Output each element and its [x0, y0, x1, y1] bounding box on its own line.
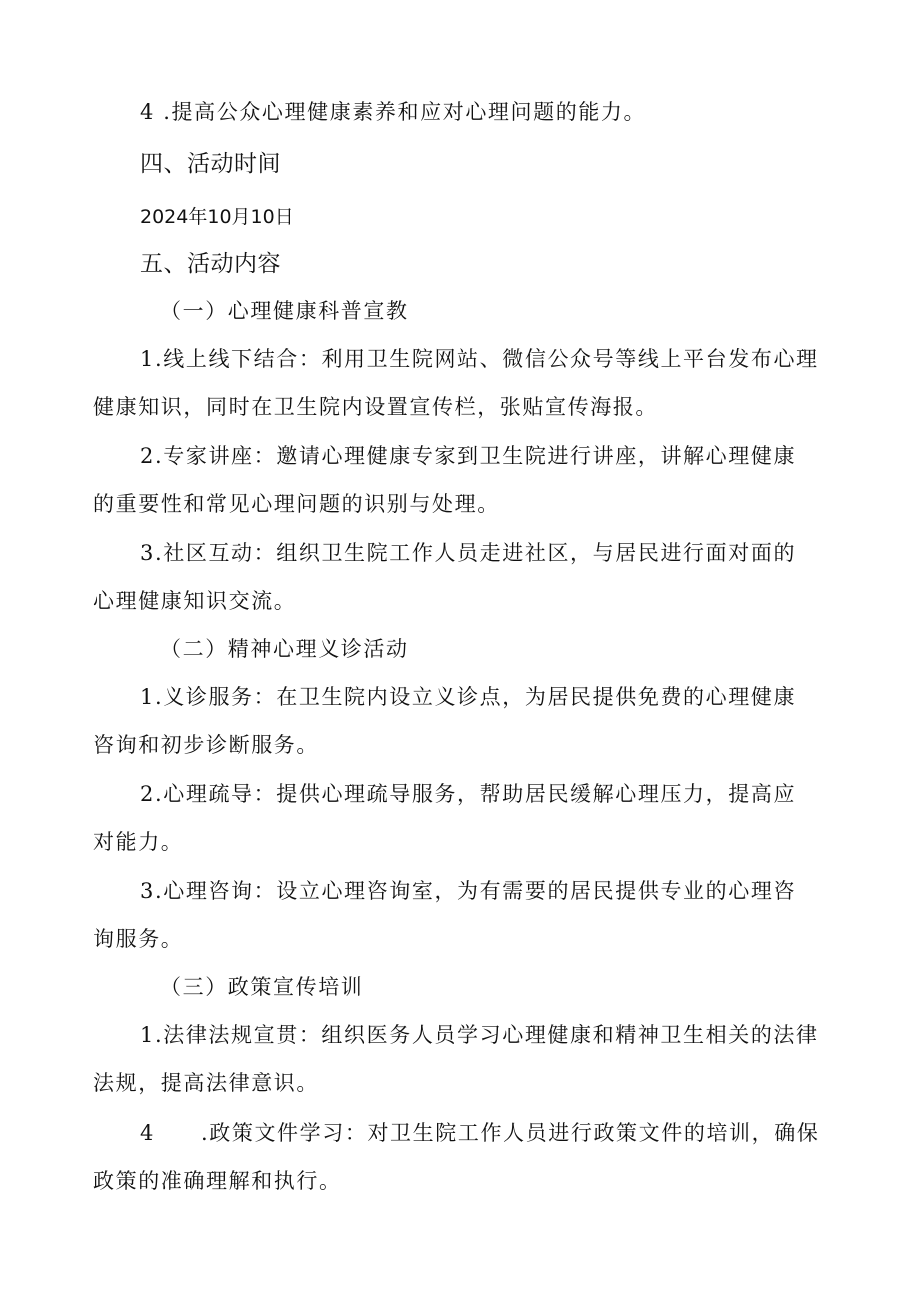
- subsection-title-2: （二）精神心理义诊活动: [160, 637, 409, 661]
- item-text: .心理疏导：提供心理疏导服务，帮助居民缓解心理压力，提高应: [154, 782, 797, 806]
- section-heading-content: 五、活动内容: [140, 251, 281, 277]
- item-text: .提高公众心理健康素养和应对心理问题的能力。: [163, 100, 647, 124]
- paragraph-line-continued: 的重要性和常见心理问题的识别与处理。: [93, 492, 500, 516]
- paragraph-line: [140, 780, 796, 808]
- item-number: 2: [140, 444, 155, 468]
- paragraph-line: [140, 442, 796, 470]
- paragraph-line-continued: 咨询和初步诊断服务。: [93, 733, 319, 757]
- item-text: .线上线下结合：利用卫生院网站、微信公众号等线上平台发布心理: [154, 347, 819, 371]
- subsection-title-3: （三）政策宣传培训: [160, 975, 364, 999]
- section-heading-time: 四、活动时间: [140, 151, 281, 177]
- item-text: .义诊服务：在卫生院内设立义诊点，为居民提供免费的心理健康: [154, 685, 797, 709]
- item-number: 2: [140, 782, 155, 806]
- goal-item-4: [140, 98, 646, 126]
- item-text: .心理咨询：设立心理咨询室，为有需要的居民提供专业的心理咨: [154, 879, 797, 903]
- paragraph-line: [140, 877, 796, 905]
- item-number: 4: [140, 1121, 155, 1145]
- paragraph-line: [140, 1119, 819, 1147]
- item-number: 1: [140, 685, 155, 709]
- item-number: 4: [140, 100, 155, 124]
- paragraph-line-continued: 询服务。: [93, 927, 184, 951]
- subsection-title-1: （一）心理健康科普宣教: [160, 299, 409, 323]
- item-text: .社区互动：组织卫生院工作人员走进社区，与居民进行面对面的: [154, 541, 797, 565]
- paragraph-line: [140, 683, 796, 711]
- activity-date: 2024年10月10日: [140, 206, 294, 228]
- paragraph-line: [140, 345, 819, 373]
- paragraph-line: 1.法律法规宣贯：组织医务人员学习心理健康和精神卫生相关的法律: [140, 1023, 819, 1047]
- item-number: 3: [140, 541, 155, 565]
- paragraph-line: [140, 539, 796, 567]
- paragraph-line-continued: 对能力。: [93, 830, 184, 854]
- item-number: 3: [140, 879, 155, 903]
- paragraph-line-continued: 心理健康知识交流。: [93, 589, 297, 613]
- paragraph-line-continued: 健康知识，同时在卫生院内设置宣传栏，张贴宣传海报。: [93, 395, 658, 419]
- paragraph-line-continued: 法规，提高法律意识。: [93, 1071, 319, 1095]
- item-number: 1: [140, 347, 155, 371]
- item-text: .政策文件学习：对卫生院工作人员进行政策文件的培训，确保: [200, 1121, 820, 1145]
- paragraph-line-continued: 政策的准确理解和执行。: [93, 1169, 342, 1193]
- item-text: .专家讲座：邀请心理健康专家到卫生院进行讲座，讲解心理健康: [154, 444, 797, 468]
